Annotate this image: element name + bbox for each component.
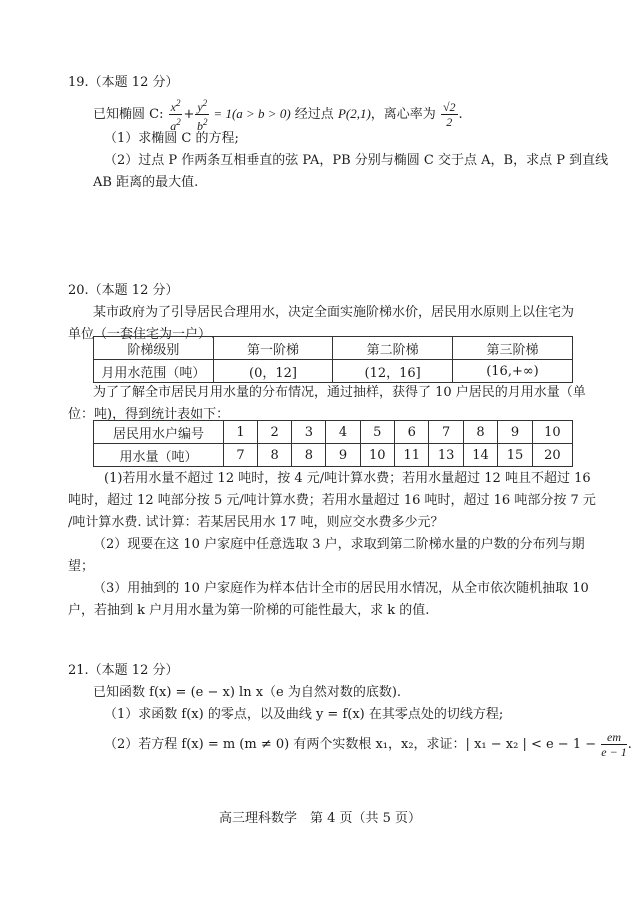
usage-amount-label: 用水量（吨） bbox=[94, 444, 224, 467]
q21-part1: （1）求函数 f(x) 的零点，以及曲线 y = f(x) 在其零点处的切线方程; bbox=[104, 707, 504, 722]
tier-range-cell: (0，12] bbox=[213, 360, 333, 383]
usage-id-label: 居民用水户编号 bbox=[94, 421, 224, 444]
usage-id-cell: 6 bbox=[395, 421, 429, 444]
q20-part1-line3: /吨计算水费. 试计算：若某居民用水 17 吨，则应交水费多少元？ bbox=[68, 515, 444, 530]
tier-range-cell: (12，16] bbox=[333, 360, 453, 383]
usage-amount-cell: 20 bbox=[532, 444, 572, 467]
q20-survey-line1: 为了了解全市居民月用水量的分布情况，通过抽样，获得了 10 户居民的月用水量（单 bbox=[93, 385, 586, 400]
tier-table-range-row bbox=[94, 360, 573, 383]
q21-intro: 已知函数 f(x) = (e − x) ln x（e 为自然对数的底数). bbox=[93, 685, 402, 700]
page-footer: 高三理科数学 第 4 页（共 5 页） bbox=[218, 811, 422, 826]
q21-fraction bbox=[601, 730, 626, 759]
q20-part1-line2: 吨时，超过 12 吨部分按 5 元/吨计算水费；若用水量超过 16 吨时，超过 16 吨部分按 7 元 bbox=[68, 493, 596, 508]
usage-id-cell: 7 bbox=[429, 421, 463, 444]
tier-range-cell: 月用水范围（吨） bbox=[94, 360, 214, 383]
q20-heading: 20.（本题 12 分） bbox=[68, 283, 179, 298]
q20-part2-line2: 望； bbox=[68, 559, 95, 574]
q21-heading: 21.（本题 12 分） bbox=[68, 663, 179, 678]
usage-id-cell: 5 bbox=[360, 421, 394, 444]
q19-intro-mid: 经过点 bbox=[294, 107, 338, 122]
usage-id-cell: 10 bbox=[532, 421, 572, 444]
q21-frac-denominator: e − 1 bbox=[601, 745, 627, 759]
point-p: P(2,1) bbox=[337, 106, 371, 121]
q20-part1-line1: (1)若用水量不超过 12 吨时，按 4 元/吨计算水费；若用水量超过 12 吨且不超过 16 bbox=[104, 471, 591, 486]
tier-header-cell: 第三阶梯 bbox=[453, 337, 573, 360]
usage-table bbox=[93, 420, 573, 467]
usage-amount-cell: 15 bbox=[498, 444, 532, 467]
usage-id-cell: 8 bbox=[463, 421, 497, 444]
usage-id-cell: 2 bbox=[258, 421, 292, 444]
ecc-denominator: 2 bbox=[446, 115, 453, 129]
q21-part2: （2）若方程 f(x) = m (m ≠ 0) 有两个实数根 x₁，x₂，求证：| x₁ − x₂ | < e − 1 − $\frac{em}{e - 1}$ . bbox=[104, 730, 632, 759]
q19-intro: 已知椭圆 C: $\frac{x^2}{a^2}$ + $\frac{y^2}{b^2}$ = 1(a > b > 0) 经过点 P(2,1)，离心率为 $\frac{√2}{2}$ . bbox=[93, 98, 463, 133]
frac-x2-a2: $\frac{x^2}{a^2}$ bbox=[170, 98, 181, 133]
q19-part2-line1: （2）过点 P 作两条互相垂直的弦 PA，PB 分别与椭圆 C 交于点 A，B，求点 P 到直线 bbox=[104, 153, 609, 168]
tier-header-cell: 第一阶梯 bbox=[213, 337, 333, 360]
usage-id-cell: 9 bbox=[498, 421, 532, 444]
q19-intro-prefix: 已知椭圆 C: bbox=[93, 107, 164, 122]
q20-survey-line2: 位：吨)，得到统计表如下： bbox=[68, 407, 230, 422]
eccentricity-label: ，离心率为 bbox=[370, 107, 436, 122]
q20-part3-line2: 户，若抽到 k 户月用水量为第一阶梯的可能性最大，求 k 的值. bbox=[68, 603, 430, 618]
usage-amount-cell: 8 bbox=[258, 444, 292, 467]
usage-amount-cell: 7 bbox=[223, 444, 257, 467]
usage-amount-cell: 14 bbox=[463, 444, 497, 467]
usage-id-cell: 3 bbox=[292, 421, 326, 444]
usage-amount-cell: 9 bbox=[326, 444, 360, 467]
q20-intro-line1: 某市政府为了引导居民合理用水，决定全面实施阶梯水价，居民用水原则上以住宅为 bbox=[93, 305, 575, 320]
ecc-numerator: √2 bbox=[442, 100, 456, 114]
ellipse-equation-rest: = 1(a > b > 0) bbox=[210, 106, 291, 121]
q21-frac-numerator: em bbox=[601, 730, 626, 745]
usage-id-row bbox=[94, 421, 573, 444]
usage-id-cell: 4 bbox=[326, 421, 360, 444]
q20-part2-line1: （2）现要在这 10 户家庭中任意选取 3 户，求取到第二阶梯水量的户数的分布列与期 bbox=[93, 537, 585, 552]
usage-amount-cell: 11 bbox=[395, 444, 429, 467]
q20-part3-line1: （3）用抽到的 10 户家庭作为样本估计全市的居民用水情况，从全市依次随机抽取 10 bbox=[93, 581, 589, 596]
q19-part2-line2: AB 距离的最大值. bbox=[93, 175, 199, 190]
tier-table-header-row bbox=[94, 337, 573, 360]
tier-header-cell: 第二阶梯 bbox=[333, 337, 453, 360]
frac-y2-b2: $\frac{y^2}{b^2}$ bbox=[197, 98, 208, 133]
q19-heading: 19.（本题 12 分） bbox=[68, 75, 179, 90]
usage-amount-cell: 13 bbox=[429, 444, 463, 467]
q21-part2-text: （2）若方程 f(x) = m (m ≠ 0) 有两个实数根 x₁，x₂，求证：| x₁ − x₂ | < e − 1 − bbox=[104, 737, 597, 752]
q20-intro-line2: 单位（一套住宅为一户）. bbox=[68, 327, 216, 342]
usage-amount-cell: 10 bbox=[360, 444, 394, 467]
tier-table bbox=[93, 336, 573, 383]
usage-id-cell: 1 bbox=[223, 421, 257, 444]
eccentricity-value bbox=[441, 100, 458, 129]
q19-part1: （1）求椭圆 C 的方程; bbox=[104, 131, 239, 146]
usage-amount-row bbox=[94, 444, 573, 467]
tier-range-cell: (16,+∞) bbox=[453, 360, 573, 383]
usage-amount-cell: 8 bbox=[292, 444, 326, 467]
tier-header-cell: 阶梯级别 bbox=[94, 337, 214, 360]
